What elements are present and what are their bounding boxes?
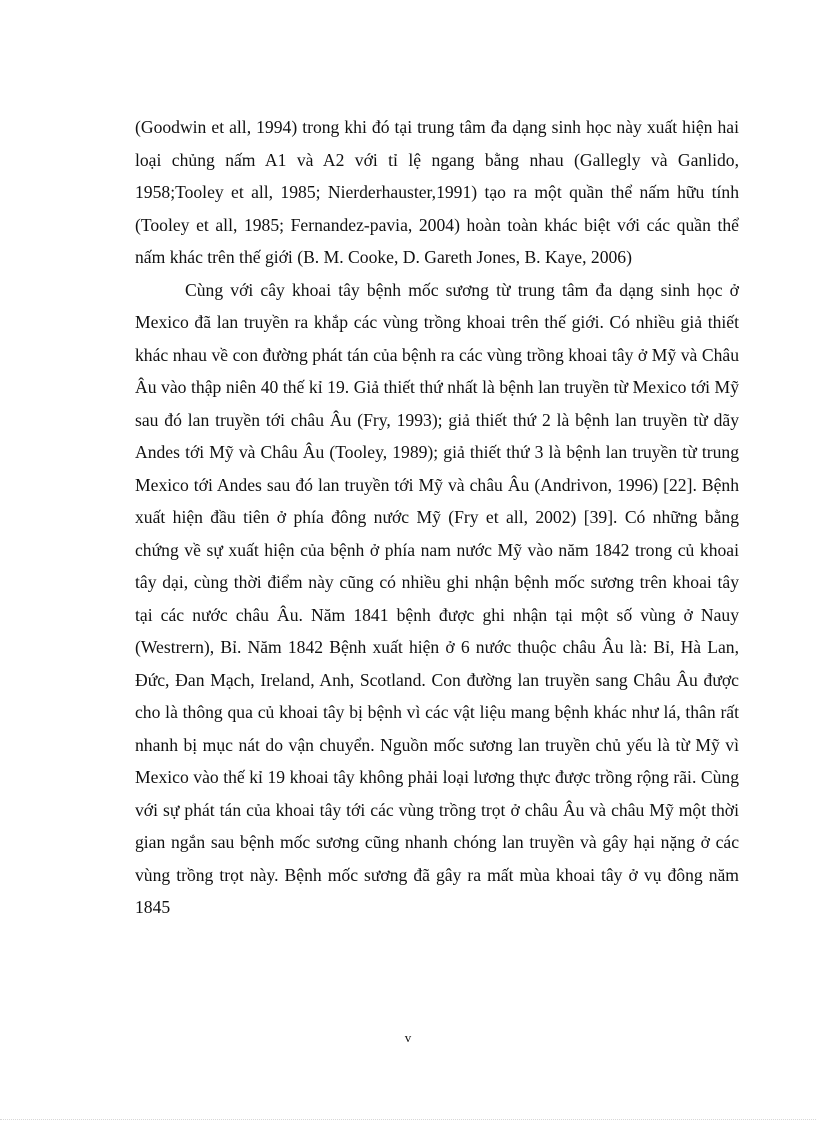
body-text	[135, 111, 739, 924]
page-bottom-divider	[0, 1119, 816, 1120]
paragraph-1: (Goodwin et all, 1994) trong khi đó tại trung tâm đa dạng sinh học này xuất hiện hai loại chủng nấm A1 và A2 với tỉ lệ ngang bằng nhau (Gallegly và Ganlido, 1958;Tooley et all, 1985; Nierderhauster,1991) tạo ra một quần thể nấm hữu tính (Tooley et all, 1985; Fernandez-pavia, 2004) hoàn toàn khác biệt với các quần thể nấm khác trên thế giới (B. M. Cooke, D. Gareth Jones, B. Kaye, 2006)	[135, 117, 739, 267]
page-number: v	[404, 1030, 412, 1045]
paragraph-2: Cùng với cây khoai tây bệnh mốc sương từ trung tâm đa dạng sinh học ở Mexico đã lan truyền ra khắp các vùng trồng khoai trên thế giới. Có nhiều giả thiết khác nhau về con đường phát tán của bệnh ra các vùng trồng khoai tây ở Mỹ và Châu Âu vào thập niên 40 thế kỉ 19. Giả thiết thứ nhất là bệnh lan truyền từ Mexico tới Mỹ sau đó lan truyền tới châu Âu (Fry, 1993); giả thiết thứ 2 là bệnh lan truyền từ dãy Andes tới Mỹ và Châu Âu (Tooley, 1989); giả thiết thứ 3 là bệnh lan truyền từ trung Mexico tới Andes sau đó lan truyền tới Mỹ và châu Âu (Andrivon, 1996) [22]. Bệnh xuất hiện đầu tiên ở phía đông nước Mỹ (Fry et all, 2002) [39]. Có những bằng chứng về sự xuất hiện của bệnh ở phía nam nước Mỹ vào năm 1842 trong củ khoai tây dại, cùng thời điểm này cũng có nhiều ghi nhận bệnh mốc sương trên khoai tây tại các nước châu Âu. Năm 1841 bệnh được ghi nhận tại một số vùng ở Nauy (Westrern), Bỉ. Năm 1842 Bệnh xuất hiện ở 6 nước thuộc châu Âu là: Bỉ, Hà Lan, Đức, Đan Mạch, Ireland, Anh, Scotland. Con đường lan truyền sang Châu Âu được cho là thông qua củ khoai tây bị bệnh vì các vật liệu mang bệnh khác như lá, thân rất nhanh bị mục nát do vận chuyển. Nguồn mốc sương lan truyền chủ yếu là từ Mỹ vì Mexico vào thế kỉ 19 khoai tây không phải loại lương thực được trồng rộng rãi. Cùng với sự phát tán của khoai tây tới các vùng trồng trọt ở châu Âu và châu Mỹ một thời gian ngắn sau bệnh mốc sương cũng nhanh chóng lan truyền và gây hại nặng ở các vùng trồng trọt này. Bệnh mốc sương đã gây ra mất mùa khoai tây ở vụ đông năm 1845	[135, 279, 739, 917]
